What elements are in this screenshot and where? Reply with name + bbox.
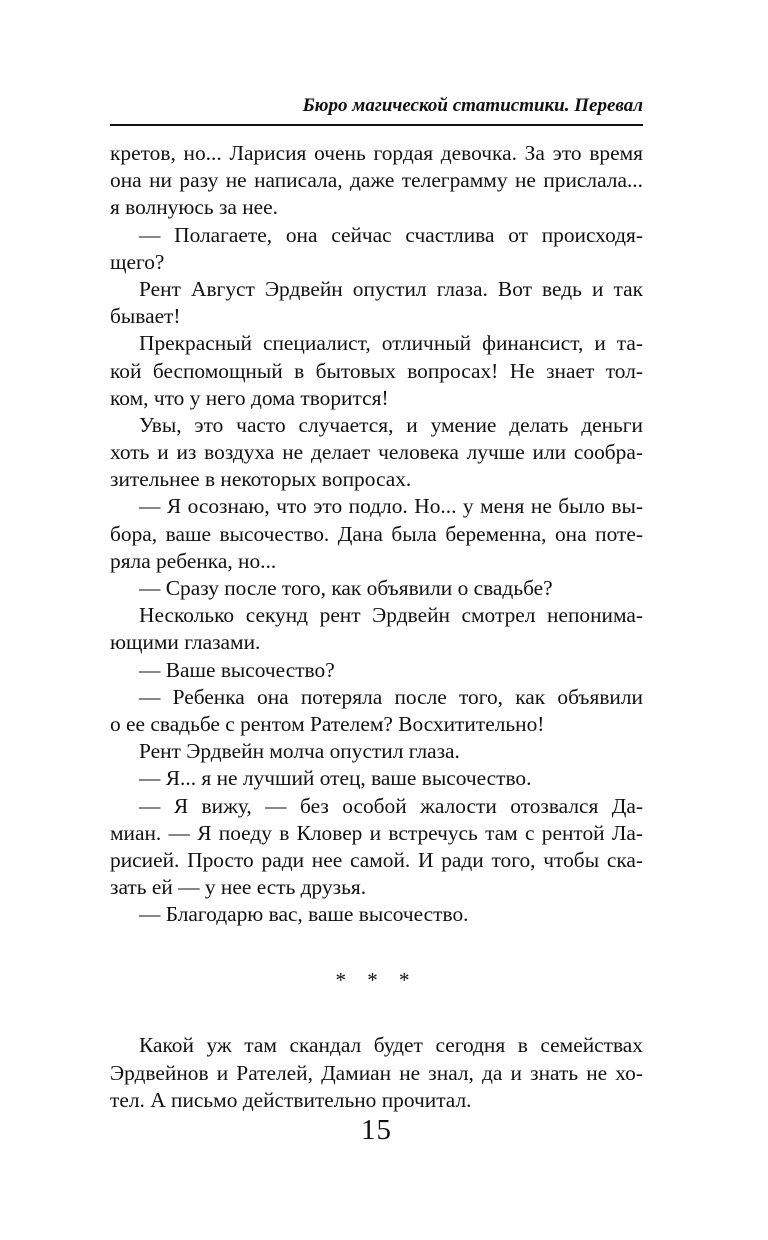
text-line: — Ваше высочество? (139, 657, 335, 682)
text-line: миан. — Я поеду в Кловер и встречусь там с рентой Ла- (110, 820, 643, 845)
text-line: зительнее в некоторых вопросах. (110, 467, 412, 492)
text-line: хоть и из воздуха не делает человека лучше или сообра- (110, 440, 643, 465)
text-line: ком, что у него дома творится! (110, 385, 389, 410)
section-break: * * * (335, 968, 418, 993)
text-line: рисией. Просто ради нее самой. И ради того, чтобы ска- (110, 847, 643, 872)
text-line: Рент Август Эрдвейн опустил глаза. Вот ведь и так (139, 276, 643, 301)
spacer (110, 928, 643, 960)
text-line: — Ребенка она потеряла после того, как объявили (139, 684, 643, 709)
text-line: Несколько секунд рент Эрдвейн смотрел непонима- (139, 603, 643, 628)
text-line: Эрдвейнов и Рателей, Дамиан не знал, да и знать не хо- (110, 1060, 643, 1085)
running-head: Бюро магической статистики. Перевал (302, 95, 643, 116)
text-line: тел. А письмо действительно прочитал. (110, 1087, 472, 1112)
body-text (110, 140, 643, 1114)
header-rule (110, 124, 643, 126)
page-number: 15 (361, 1114, 392, 1146)
text-line: ряла ребенка, но... (110, 548, 277, 573)
text-line: она ни разу не написала, даже телеграмму не прислала... (110, 168, 643, 193)
text-line: Рент Эрдвейн молча опустил глаза. (139, 739, 460, 764)
text-line: ющими глазами. (110, 630, 261, 655)
text-line: кой беспомощный в бытовых вопросах! Не знает тол- (110, 358, 643, 383)
text-line: щего? (110, 249, 165, 274)
text-line: я волнуюсь за нее. (110, 195, 279, 220)
text-line: Какой уж там скандал будет сегодня в семействах (139, 1033, 643, 1058)
text-line: зать ей — у нее есть друзья. (110, 875, 367, 900)
text-line: кретов, но... Ларисия очень гордая девочка. За это время (110, 141, 643, 165)
text-line: Прекрасный специалист, отличный финансист, и та- (139, 331, 643, 356)
text-line: — Благодарю вас, ваше высочество. (139, 902, 469, 927)
text-line: — Сразу после того, как объявили о свадьбе? (139, 576, 553, 600)
spacer (110, 1000, 643, 1032)
text-line: — Я... я не лучший отец, ваше высочество. (139, 766, 532, 791)
text-line: — Я вижу, — без особой жалости отозвался Да- (139, 793, 643, 818)
text-line: бывает! (110, 304, 181, 329)
text-line: — Полагаете, она сейчас счастлива от происходя- (139, 222, 643, 247)
text-line: бора, ваше высочество. Дана была беременна, она поте- (110, 521, 643, 546)
text-line: — Я осознаю, что это подло. Но... у меня не было вы- (139, 494, 643, 519)
text-line: Увы, это часто случается, и умение делать деньги (139, 412, 643, 437)
text-line: о ее свадьбе с рентом Рателем? Восхитительно! (110, 711, 545, 736)
